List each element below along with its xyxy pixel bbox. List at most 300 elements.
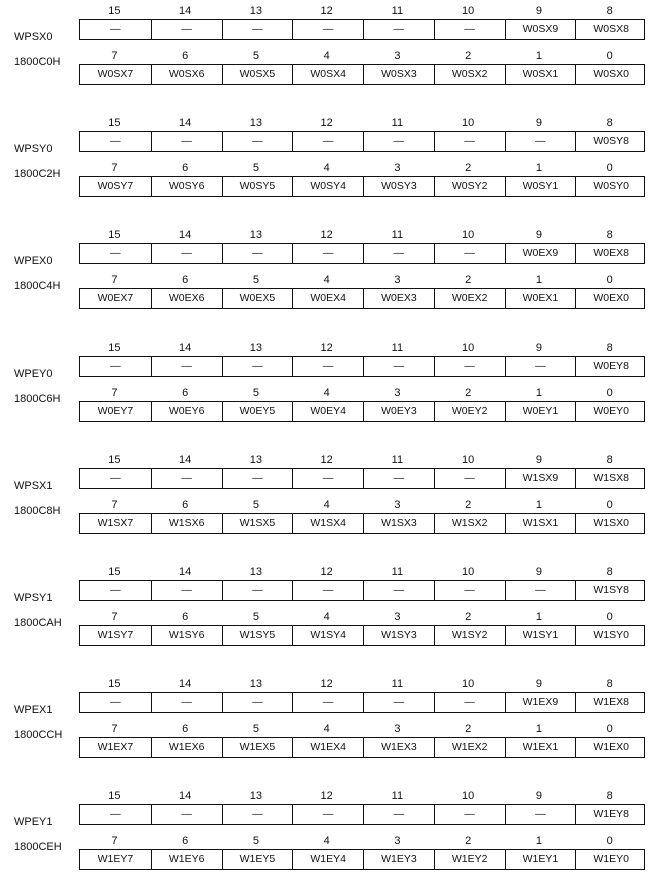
bit-number: 14 (179, 5, 192, 17)
bit-field-cell: W0SY6 (151, 177, 222, 196)
bit-number: 13 (249, 117, 262, 130)
register-name: WPEX0 (14, 255, 53, 268)
bit-field-cell: W0SY8 (575, 132, 646, 151)
bit-number: 6 (182, 274, 189, 287)
bit-number: 12 (320, 117, 333, 130)
bit-number: 15 (108, 790, 121, 803)
bit-field-cell: W0EX1 (505, 289, 576, 308)
bit-number: 6 (182, 386, 189, 399)
bit-number: 2 (465, 611, 472, 623)
bit-field-cell: W1SX2 (434, 514, 505, 533)
register-address: 1800C8H (14, 504, 61, 517)
bit-field-cell: — (222, 469, 293, 488)
bit-number: 7 (111, 162, 118, 175)
bit-field-cell: W1EX6 (151, 738, 222, 757)
register-block (0, 563, 657, 653)
bit-field-cell: — (222, 357, 293, 376)
bit-field-row (79, 849, 645, 870)
bit-field-cell: — (434, 244, 505, 263)
bit-field-cell: W0SY4 (292, 177, 363, 196)
bit-field-cell: W0SY2 (434, 177, 505, 196)
bit-number: 15 (108, 566, 121, 578)
bit-field-row (79, 804, 645, 825)
bit-field-cell: — (110, 471, 121, 484)
bit-field-cell: — (363, 693, 434, 712)
bit-number: 12 (320, 341, 333, 354)
bit-number: 7 (111, 386, 118, 399)
bit-number: 13 (249, 453, 262, 466)
bit-number: 4 (323, 386, 330, 399)
bit-number: 11 (391, 790, 404, 803)
bit-field-cell: W0EY2 (434, 402, 505, 421)
bit-number: 6 (182, 50, 189, 62)
register-name: WPSX1 (14, 479, 53, 492)
bit-field-cell: W1EY6 (151, 850, 222, 869)
bit-field-row (79, 737, 645, 758)
register-address: 1800C2H (14, 168, 61, 181)
bit-field-row (79, 692, 645, 713)
bit-field-cell: W1EX2 (434, 738, 505, 757)
bit-field-row (79, 580, 645, 601)
bit-field-cell: W0EY8 (575, 357, 646, 376)
bit-number-row (79, 271, 645, 289)
bit-field-cell: — (151, 244, 222, 263)
bit-field-cell: W0SX8 (575, 20, 646, 39)
bit-field-cell: — (292, 469, 363, 488)
bit-number: 13 (249, 229, 262, 242)
bit-field-cell: W1EX1 (505, 738, 576, 757)
bit-number: 8 (606, 678, 613, 691)
bit-number: 13 (249, 566, 262, 578)
bit-field-cell: — (434, 581, 505, 600)
bit-field-cell: — (363, 469, 434, 488)
bit-field-cell: W1EX5 (222, 738, 293, 757)
bit-number: 6 (182, 498, 189, 511)
bit-number: 7 (111, 611, 118, 623)
bit-field-cell: W0EY0 (575, 402, 646, 421)
bit-number: 10 (462, 341, 475, 354)
bit-field-cell: — (363, 132, 434, 151)
bit-field-cell: W0EX5 (222, 289, 293, 308)
bit-field-cell: W0EX7 (97, 292, 134, 305)
register-address: 1800CAH (14, 617, 62, 629)
bit-field-row (79, 176, 645, 197)
bit-field-cell: W0SX3 (363, 65, 434, 84)
bit-number-row (79, 496, 645, 514)
bit-field-cell: — (292, 357, 363, 376)
bit-number: 14 (179, 566, 192, 578)
bit-field-cell: W0EX0 (575, 289, 646, 308)
bit-number: 1 (535, 162, 542, 175)
bit-field-cell: W0EY3 (363, 402, 434, 421)
bit-number: 10 (462, 5, 475, 17)
bit-field-cell: W0SX7 (97, 68, 134, 80)
register-block (0, 339, 657, 429)
bit-number: 15 (108, 5, 121, 17)
bit-number: 3 (394, 50, 401, 62)
bit-number: 14 (179, 341, 192, 354)
bit-field-cell: — (110, 808, 121, 821)
bit-number: 14 (179, 790, 192, 803)
register-block (0, 114, 657, 204)
bit-field-cell: — (292, 132, 363, 151)
bit-number: 4 (323, 835, 330, 848)
bit-number-row (79, 384, 645, 402)
bit-field-cell: — (222, 805, 293, 824)
bit-field-cell: W1EX9 (505, 693, 576, 712)
bit-field-cell: — (363, 805, 434, 824)
bit-number: 2 (465, 835, 472, 848)
bit-number: 11 (391, 341, 404, 354)
bit-number: 7 (111, 498, 118, 511)
bit-field-cell: — (292, 581, 363, 600)
bit-number: 9 (535, 790, 542, 803)
bit-number: 9 (535, 566, 542, 578)
bit-field-row (79, 513, 645, 534)
bit-field-cell: W0SX4 (292, 65, 363, 84)
bit-field-cell: W1EX0 (575, 738, 646, 757)
bit-number: 10 (462, 117, 475, 130)
bit-number: 4 (323, 723, 330, 736)
bit-field-cell: W1EY2 (434, 850, 505, 869)
register-address: 1800C6H (14, 392, 61, 405)
bit-number: 7 (111, 50, 118, 62)
bit-field-cell: — (434, 357, 505, 376)
bit-field-cell: — (434, 20, 505, 39)
bit-number: 9 (535, 341, 542, 354)
bit-number: 5 (252, 274, 259, 287)
bit-field-cell: W1EY5 (222, 850, 293, 869)
bit-field-row (79, 401, 645, 422)
bit-number: 6 (182, 162, 189, 175)
bit-number: 5 (252, 723, 259, 736)
bit-field-cell: W0SY1 (505, 177, 576, 196)
bit-field-cell: W0SX6 (151, 65, 222, 84)
bit-number: 11 (391, 229, 404, 242)
bit-number: 1 (535, 611, 542, 623)
register-address: 1800C0H (14, 56, 61, 68)
bit-field-cell: — (292, 244, 363, 263)
bit-number: 1 (535, 723, 542, 736)
bit-field-cell: — (434, 693, 505, 712)
bit-number: 8 (606, 229, 613, 242)
register-name: WPSY1 (14, 592, 53, 604)
bit-field-row (79, 64, 645, 85)
bit-number: 13 (249, 341, 262, 354)
register-block (0, 2, 657, 92)
bit-number: 11 (391, 678, 404, 691)
bit-field-cell: W0EY7 (97, 404, 134, 417)
bit-number: 2 (465, 386, 472, 399)
bit-number: 6 (182, 723, 189, 736)
bit-field-cell: — (222, 244, 293, 263)
bit-field-cell: W1EY8 (575, 805, 646, 824)
bit-number: 14 (179, 453, 192, 466)
bit-field-cell: — (222, 20, 293, 39)
bit-number-row (79, 339, 645, 357)
bit-field-cell: — (363, 244, 434, 263)
bit-number: 4 (323, 162, 330, 175)
bit-field-cell: W1SY3 (363, 626, 434, 645)
bit-number: 2 (465, 162, 472, 175)
bit-field-cell: W0EX9 (505, 244, 576, 263)
bit-field-cell: — (151, 357, 222, 376)
bit-field-cell: W0SX0 (575, 65, 646, 84)
bit-field-cell: — (505, 581, 576, 600)
bit-field-cell: W0SY0 (575, 177, 646, 196)
register-block (0, 451, 657, 541)
bit-number: 3 (394, 274, 401, 287)
bit-field-cell: — (110, 359, 121, 372)
bit-number: 13 (249, 790, 262, 803)
bit-number: 11 (391, 453, 404, 466)
bit-field-cell: — (292, 693, 363, 712)
bit-field-cell: — (222, 132, 293, 151)
bit-number: 2 (465, 50, 472, 62)
bit-field-cell: W0EY4 (292, 402, 363, 421)
bit-number: 12 (320, 566, 333, 578)
bit-number: 2 (465, 723, 472, 736)
bit-number-row (79, 47, 645, 65)
bit-field-cell: W1EY1 (505, 850, 576, 869)
bit-field-row (79, 131, 645, 152)
bit-number: 1 (535, 274, 542, 287)
bit-field-cell: — (363, 581, 434, 600)
bit-field-cell: W0EX4 (292, 289, 363, 308)
bit-number: 8 (606, 453, 613, 466)
bit-field-cell: — (151, 581, 222, 600)
register-name: WPEY0 (14, 367, 53, 380)
bit-number: 7 (111, 835, 118, 848)
bit-field-cell: W1SX1 (505, 514, 576, 533)
bit-field-cell: W1EX3 (363, 738, 434, 757)
bit-field-cell: W1SX5 (222, 514, 293, 533)
bit-number: 11 (391, 566, 404, 578)
bit-field-cell: — (505, 805, 576, 824)
bit-field-cell: — (110, 23, 121, 35)
bit-field-cell: W0EY6 (151, 402, 222, 421)
bit-number: 15 (108, 229, 121, 242)
bit-number: 8 (606, 117, 613, 130)
register-block (0, 787, 657, 877)
bit-number: 9 (535, 229, 542, 242)
bit-field-cell: — (110, 247, 121, 260)
bit-field-row (79, 19, 645, 40)
bit-number: 5 (252, 162, 259, 175)
bit-number: 4 (323, 50, 330, 62)
bit-number-row (79, 159, 645, 177)
bit-number: 12 (320, 678, 333, 691)
bit-number-row (79, 563, 645, 581)
bit-number: 15 (108, 341, 121, 354)
bit-number: 0 (606, 498, 613, 511)
bit-field-cell: W1EX4 (292, 738, 363, 757)
bit-number: 10 (462, 678, 475, 691)
bit-field-cell: — (110, 696, 121, 709)
bit-field-cell: W1EX7 (97, 741, 134, 754)
bit-number: 10 (462, 453, 475, 466)
bit-number: 9 (535, 5, 542, 17)
bit-number: 10 (462, 790, 475, 803)
bit-field-cell: W0SX5 (222, 65, 293, 84)
bit-number: 3 (394, 498, 401, 511)
bit-field-cell: W1SX3 (363, 514, 434, 533)
bit-number: 12 (320, 229, 333, 242)
register-block (0, 226, 657, 316)
bit-number: 5 (252, 611, 259, 623)
bit-field-cell: W1SY1 (505, 626, 576, 645)
bit-field-row (79, 356, 645, 377)
bit-field-cell: W1SX8 (575, 469, 646, 488)
bit-field-cell: — (222, 693, 293, 712)
bit-field-cell: — (151, 20, 222, 39)
bit-field-row (79, 468, 645, 489)
bit-number: 10 (462, 566, 475, 578)
bit-field-cell: — (292, 20, 363, 39)
bit-field-cell: — (292, 805, 363, 824)
bit-number: 11 (391, 117, 404, 130)
bit-number: 9 (535, 678, 542, 691)
bit-field-cell: W0EX2 (434, 289, 505, 308)
bit-field-cell: W1EX8 (575, 693, 646, 712)
register-address: 1800CCH (14, 729, 63, 742)
bit-number: 0 (606, 835, 613, 848)
bit-field-cell: W0SX1 (505, 65, 576, 84)
bit-number: 2 (465, 274, 472, 287)
bit-field-cell: — (363, 20, 434, 39)
register-block (0, 675, 657, 765)
bit-field-cell: W1SX6 (151, 514, 222, 533)
bit-field-cell: W0SY5 (222, 177, 293, 196)
register-address: 1800C4H (14, 280, 61, 293)
bit-number: 0 (606, 50, 613, 62)
bit-number: 6 (182, 835, 189, 848)
bit-number-row (79, 2, 645, 20)
bit-number: 4 (323, 611, 330, 623)
bit-number: 3 (394, 835, 401, 848)
bit-field-cell: W0EX6 (151, 289, 222, 308)
bit-number: 0 (606, 386, 613, 399)
bit-number: 12 (320, 5, 333, 17)
bit-field-row (79, 625, 645, 646)
bit-field-cell: W0SX9 (505, 20, 576, 39)
register-name: WPSX0 (14, 31, 53, 43)
bit-field-cell: — (434, 469, 505, 488)
bit-number: 0 (606, 611, 613, 623)
register-name: WPEY1 (14, 816, 53, 829)
register-name: WPSY0 (14, 143, 53, 156)
bit-number: 5 (252, 498, 259, 511)
bit-field-cell: — (151, 469, 222, 488)
bit-field-cell: — (151, 805, 222, 824)
bit-field-cell: W1EY3 (363, 850, 434, 869)
bit-field-cell: W1SY8 (575, 581, 646, 600)
bit-number: 9 (535, 453, 542, 466)
bit-field-cell: — (151, 693, 222, 712)
bit-field-cell: — (110, 584, 121, 596)
bit-field-cell: W1SY0 (575, 626, 646, 645)
bit-number: 1 (535, 835, 542, 848)
bit-number: 8 (606, 566, 613, 578)
bit-number: 12 (320, 453, 333, 466)
bit-number: 15 (108, 678, 121, 691)
bit-number: 1 (535, 498, 542, 511)
bit-field-cell: — (151, 132, 222, 151)
bit-field-cell: W0SY3 (363, 177, 434, 196)
bit-number: 14 (179, 229, 192, 242)
bit-number: 11 (391, 5, 404, 17)
bit-field-cell: — (505, 132, 576, 151)
bit-field-cell: W1SX9 (505, 469, 576, 488)
bit-field-cell: W1SY5 (222, 626, 293, 645)
bit-number: 12 (320, 790, 333, 803)
bit-number: 0 (606, 162, 613, 175)
bit-number: 14 (179, 117, 192, 130)
bit-field-cell: W1SY2 (434, 626, 505, 645)
bit-field-cell: W1SX4 (292, 514, 363, 533)
bit-field-cell: — (110, 135, 121, 148)
bit-number: 6 (182, 611, 189, 623)
bit-number: 5 (252, 386, 259, 399)
bit-number: 2 (465, 498, 472, 511)
bit-field-row (79, 288, 645, 309)
bit-number: 4 (323, 274, 330, 287)
bit-number-row (79, 787, 645, 805)
bit-number: 13 (249, 678, 262, 691)
bit-field-cell: W0SX2 (434, 65, 505, 84)
bit-field-cell: W0SY7 (97, 180, 134, 193)
bit-number-row (79, 451, 645, 469)
bit-number-row (79, 608, 645, 626)
bit-number: 8 (606, 5, 613, 17)
bit-field-cell: — (505, 357, 576, 376)
bit-field-cell: W0EY5 (222, 402, 293, 421)
bit-number: 13 (249, 5, 262, 17)
bit-field-cell: — (222, 581, 293, 600)
bit-number: 8 (606, 341, 613, 354)
bit-number-row (79, 720, 645, 738)
bit-number: 0 (606, 723, 613, 736)
bit-number-row (79, 114, 645, 132)
bit-number: 9 (535, 117, 542, 130)
bit-field-row (79, 243, 645, 264)
bit-field-cell: — (363, 357, 434, 376)
bit-field-cell: W1SX7 (97, 516, 134, 529)
bit-number: 0 (606, 274, 613, 287)
bit-number: 1 (535, 386, 542, 399)
bit-field-cell: W1SX0 (575, 514, 646, 533)
bit-number: 5 (252, 835, 259, 848)
bit-field-cell: W1SY4 (292, 626, 363, 645)
bit-number: 3 (394, 162, 401, 175)
bit-field-cell: — (434, 132, 505, 151)
bit-number: 3 (394, 386, 401, 399)
bit-field-cell: W1EY0 (575, 850, 646, 869)
bit-number: 10 (462, 229, 475, 242)
bit-number-row (79, 675, 645, 693)
bit-number: 15 (108, 117, 121, 130)
bit-field-cell: W1EY4 (292, 850, 363, 869)
bit-number: 7 (111, 723, 118, 736)
bit-number: 8 (606, 790, 613, 803)
bit-number: 14 (179, 678, 192, 691)
bit-number: 15 (108, 453, 121, 466)
bit-field-cell: W1EY7 (97, 853, 134, 866)
bit-number-row (79, 832, 645, 850)
bit-number: 3 (394, 723, 401, 736)
bit-field-cell: W1SY7 (97, 629, 134, 641)
bit-field-cell: W0EX8 (575, 244, 646, 263)
